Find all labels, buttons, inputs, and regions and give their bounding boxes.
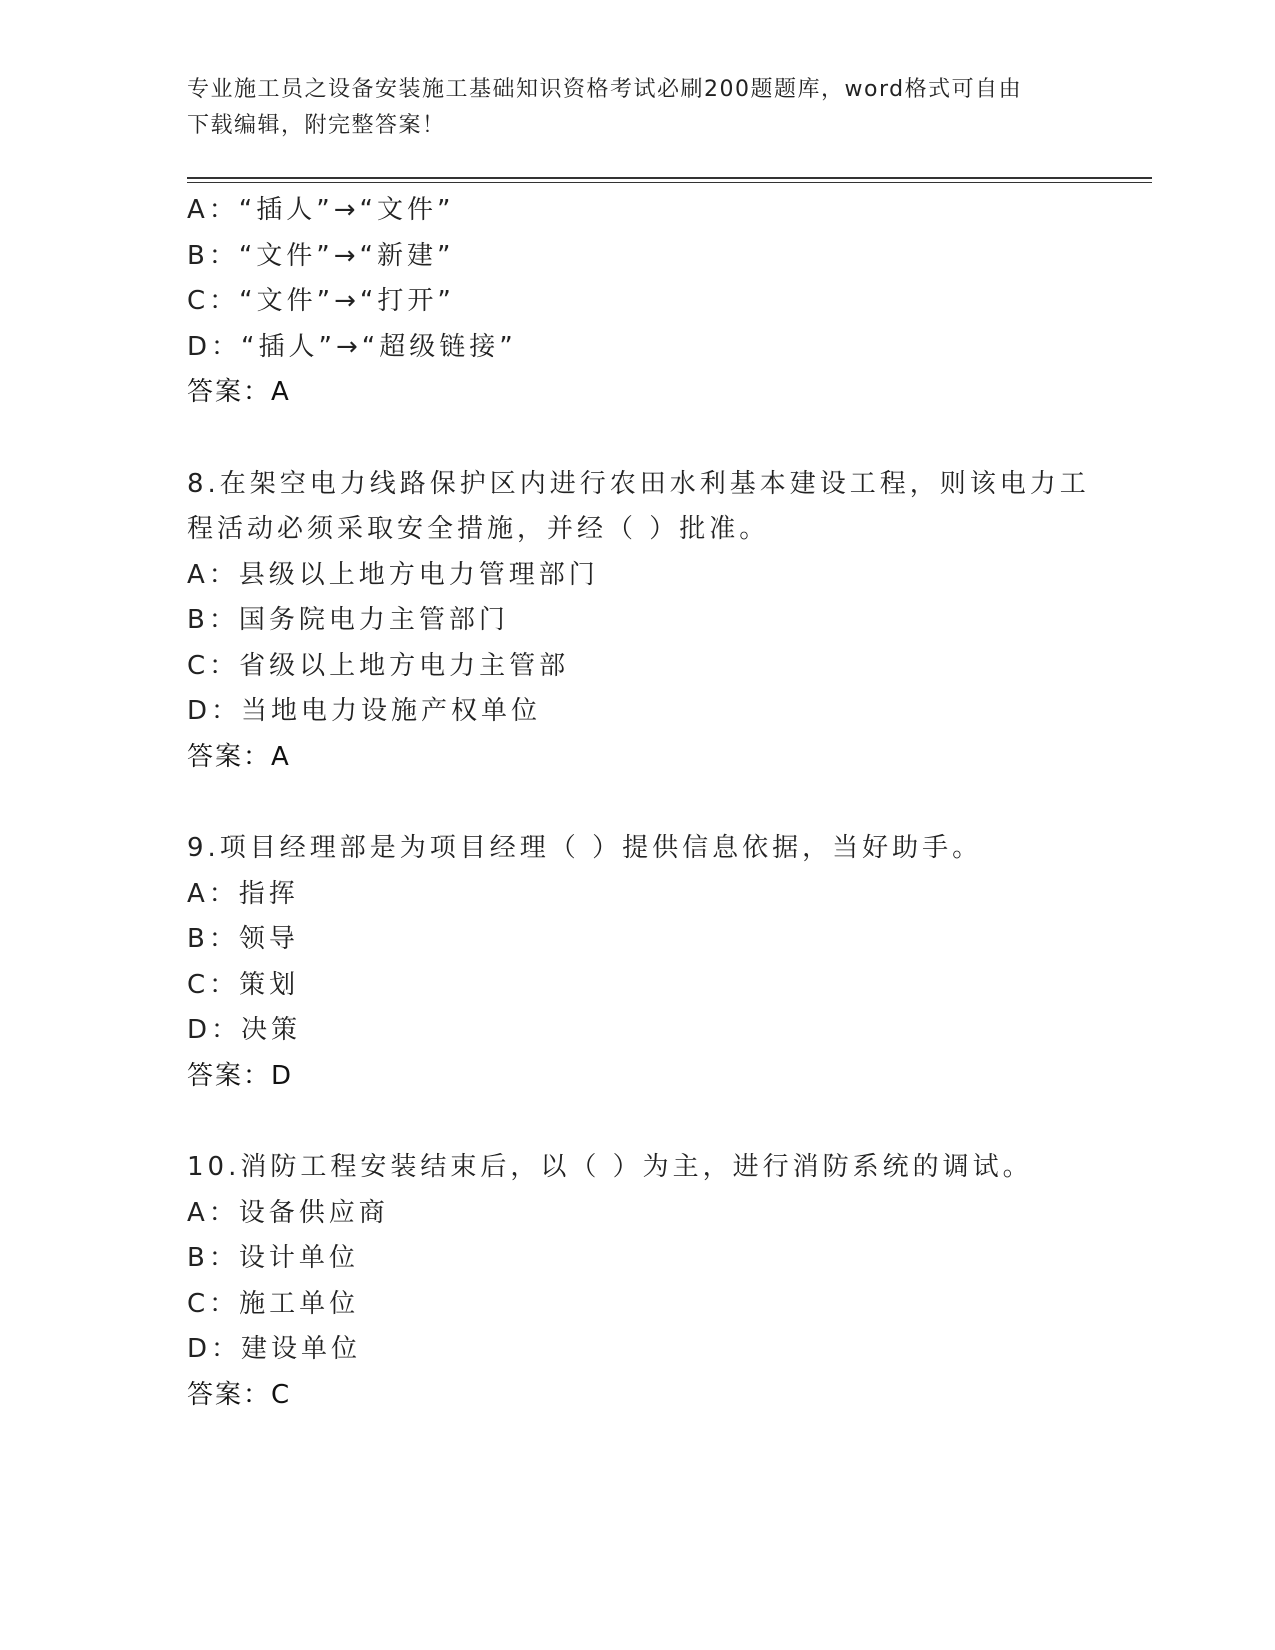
header-divider-thick (187, 177, 1152, 179)
question-list (187, 188, 1090, 1418)
option-d: D：“插人”→“超级链接” (187, 331, 517, 362)
answer-line: 答案：D (187, 1060, 294, 1091)
option-a: A：县级以上地方电力管理部门 (187, 559, 599, 590)
question-text-line-1: 9.项目经理部是为项目经理（ ）提供信息依据，当好助手。 (187, 833, 983, 863)
question-text-line-2: 程活动必须采取安全措施，并经（ ）批准。 (187, 514, 770, 544)
document-header (187, 72, 1067, 144)
answer-line: 答案：A (187, 377, 291, 407)
header-line-1: 专业施工员之设备安装施工基础知识资格考试必刷200题题库，word格式可自由 (187, 77, 1023, 102)
option-a: A：“插人”→“文件” (187, 195, 455, 225)
question-block-9 (187, 826, 1067, 1099)
option-c: C：施工单位 (187, 1288, 360, 1319)
answer-line: 答案：C (187, 1379, 292, 1410)
question-block-10 (187, 1145, 1067, 1418)
option-b: B：“文件”→“新建” (187, 240, 455, 271)
option-c: C：策划 (187, 969, 300, 1000)
option-b: B：国务院电力主管部门 (187, 605, 509, 635)
option-d: D：建设单位 (187, 1334, 362, 1364)
question-spacer (187, 416, 1067, 462)
answer-line: 答案：A (187, 741, 291, 772)
question-spacer (187, 780, 1067, 826)
option-c: C：省级以上地方电力主管部 (187, 650, 570, 681)
option-b: B：设计单位 (187, 1243, 359, 1273)
header-line-2: 下载编辑，附完整答案！ (187, 113, 446, 138)
question-text-line-1: 10.消防工程安装结束后，以（ ）为主，进行消防系统的调试。 (187, 1152, 1033, 1182)
option-a: A：指挥 (187, 878, 299, 909)
option-a: A：设备供应商 (187, 1197, 389, 1228)
question-spacer (187, 1099, 1067, 1145)
question-block-7 (187, 188, 1067, 416)
option-c: C：“文件”→“打开” (187, 286, 455, 316)
option-d: D：决策 (187, 1015, 302, 1045)
option-d: D：当地电力设施产权单位 (187, 696, 542, 726)
option-b: B：领导 (187, 924, 299, 954)
question-text-line-1: 8.在架空电力线路保护区内进行农田水利基本建设工程，则该电力工 (187, 468, 1090, 499)
question-block-8 (187, 462, 1090, 781)
header-divider-thin (187, 182, 1152, 183)
